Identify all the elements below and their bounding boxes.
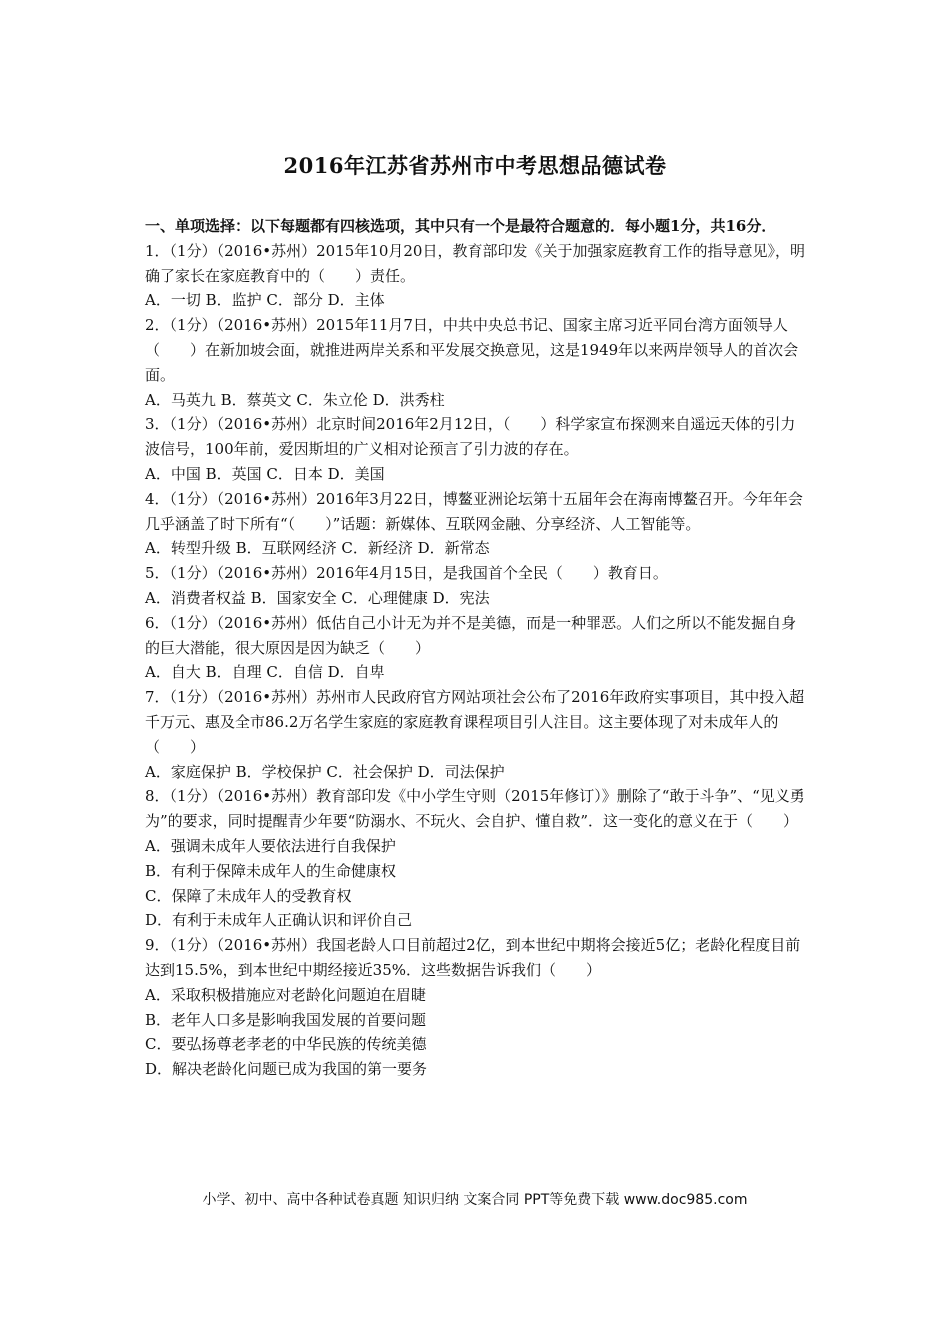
option-c: C．保障了未成年人的受教育权 xyxy=(145,886,352,905)
question-options: A．转型升级 B．互联网经济 C．新经济 D．新常态 xyxy=(145,539,490,558)
question-2 xyxy=(145,313,810,412)
question-stem: 8．（1分）（2016•苏州）教育部印发《中小学生守则（2015年修订）》删除了“敢于斗争”、“见义勇为”的要求，同时提醒青少年要“防溺水、不玩火、会自护、懂自救”．这一变化的意义在于（ ） xyxy=(145,787,805,831)
question-options: A．中国 B．英国 C．日本 D．美国 xyxy=(145,464,385,483)
question-stem: 2．（1分）（2016•苏州）2015年11月7日，中共中央总书记、国家主席习近平同台湾方面领导人（ ）在新加坡会面，就推进两岸关系和平发展交换意见，这是1949年以来两岸领导人的首次会面。 xyxy=(145,316,799,384)
question-9 xyxy=(145,933,810,1082)
question-8 xyxy=(145,784,810,933)
question-stem: 9．（1分）（2016•苏州）我国老龄人口目前超过2亿，到本世纪中期将会接近5亿；老龄化程度目前达到15.5%，到本世纪中期经接近35%．这些数据告诉我们（ ） xyxy=(145,936,801,979)
option-a: A．强调未成年人要依法进行自我保护 xyxy=(145,836,396,855)
section-heading: 一、单项选择：以下每题都有四核选项，其中只有一个是最符合题意的．每小题1分，共16分． xyxy=(145,217,777,235)
question-options: A．家庭保护 B．学校保护 C．社会保护 D．司法保护 xyxy=(145,762,505,781)
option-b: B．有利于保障未成年人的生命健康权 xyxy=(145,861,397,880)
page-footer: 小学、初中、高中各种试卷真题 知识归纳 文案合同 PPT等免费下载 www.doc985.com xyxy=(202,1192,748,1208)
question-6 xyxy=(145,611,810,685)
option-b: B．老年人口多是影响我国发展的首要问题 xyxy=(145,1010,427,1029)
question-options: A．消费者权益 B．国家安全 C．心理健康 D．宪法 xyxy=(145,588,490,607)
question-stem: 4．（1分）（2016•苏州）2016年3月22日，博鳌亚洲论坛第十五届年会在海南博鳌召开。今年年会几乎涵盖了时下所有“（ ）”话题：新媒体、互联网金融、分享经济、人工智能等。 xyxy=(145,489,803,533)
question-options: A．自大 B．自理 C．自信 D．自卑 xyxy=(145,663,385,682)
question-stem: 1．（1分）（2016•苏州）2015年10月20日，教育部印发《关于加强家庭教育工作的指导意见》，明确了家长在家庭教育中的（ ）责任。 xyxy=(145,241,805,285)
exam-content xyxy=(145,214,810,1082)
question-options: A．马英九 B．蔡英文 C．朱立伦 D．洪秀柱 xyxy=(145,390,445,409)
question-5 xyxy=(145,561,810,611)
question-stem: 3．（1分）（2016•苏州）北京时间2016年2月12日，（ ）科学家宣布探测来自遥远天体的引力波信号，100年前，爱因斯坦的广义相对论预言了引力波的存在。 xyxy=(145,415,796,459)
option-c: C．要弘扬尊老孝老的中华民族的传统美德 xyxy=(145,1035,427,1054)
question-stem: 5．（1分）（2016•苏州）2016年4月15日，是我国首个全民（ ）教育日。 xyxy=(145,564,668,583)
question-stem: 7．（1分）（2016•苏州）苏州市人民政府官方网站项社会公布了2016年政府实事项目，其中投入超千万元、惠及全市86.2万名学生家庭的家庭教育课程项目引人注目。这主要体现了对未成年人的（ ） xyxy=(145,688,805,756)
option-d: D．解决老龄化问题已成为我国的第一要务 xyxy=(145,1060,428,1079)
question-7 xyxy=(145,685,810,784)
question-4 xyxy=(145,487,810,561)
option-a: A．采取积极措施应对老龄化问题迫在眉睫 xyxy=(145,985,426,1004)
page-title: 2016年江苏省苏州市中考思想品德试卷 xyxy=(283,153,667,178)
question-stem: 6．（1分）（2016•苏州）低估自己小计无为并不是美德，而是一种罪恶。人们之所以不能发掘自身的巨大潜能，很大原因是因为缺乏（ ） xyxy=(145,613,797,657)
question-options: A．一切 B．监护 C．部分 D．主体 xyxy=(145,291,385,310)
question-1 xyxy=(145,239,810,313)
option-d: D．有利于未成年人正确认识和评价自己 xyxy=(145,911,413,930)
question-3 xyxy=(145,412,810,486)
